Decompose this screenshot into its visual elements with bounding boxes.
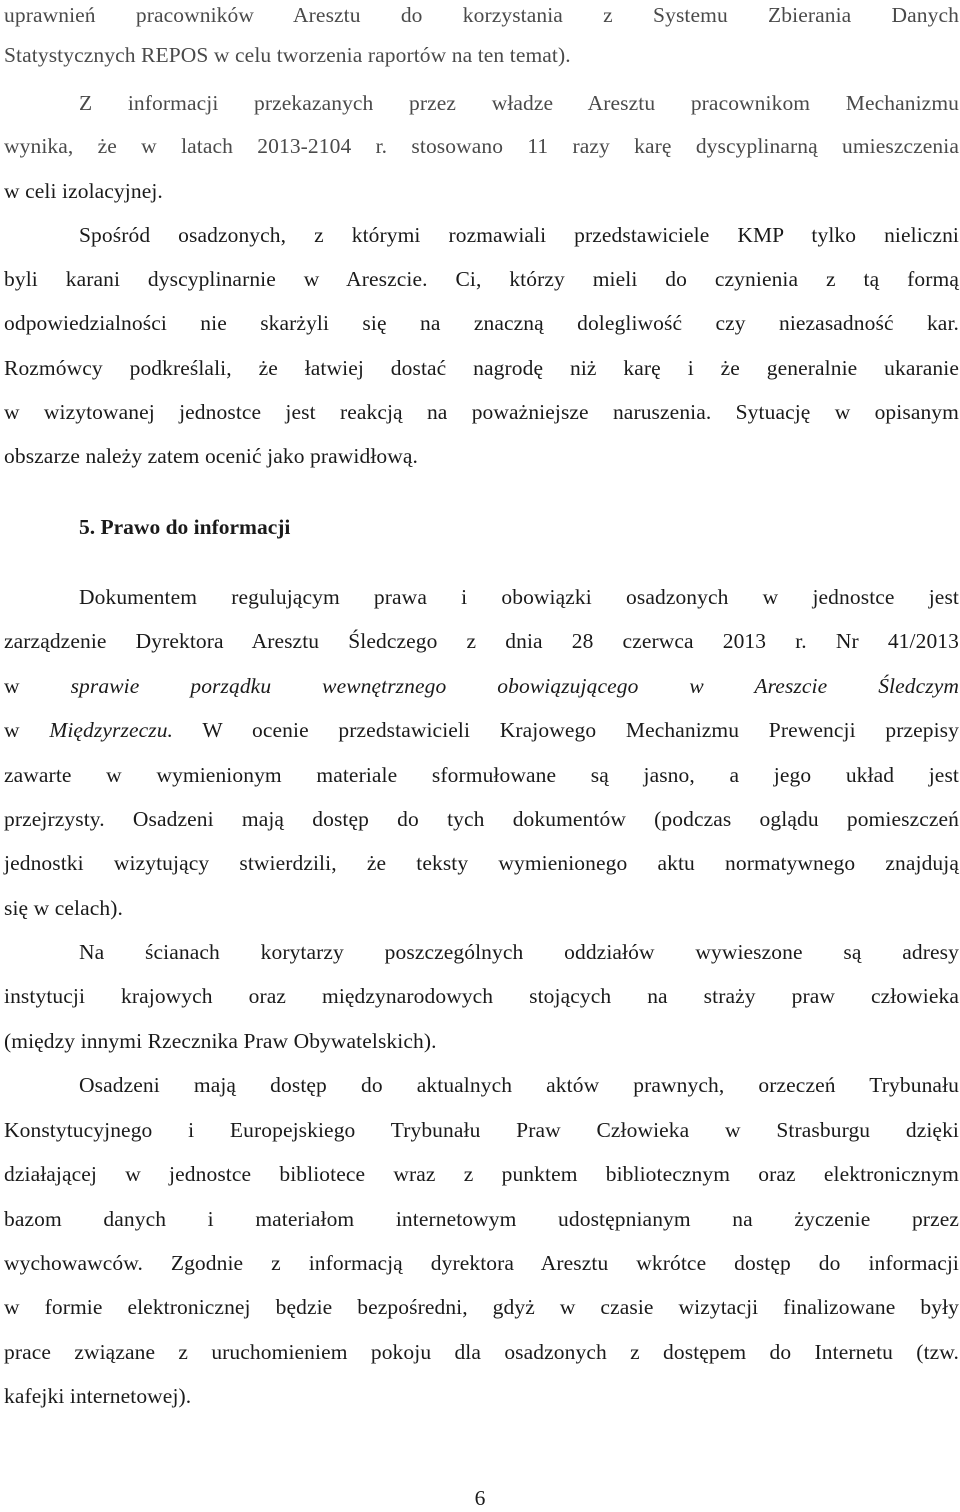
section-heading [79, 512, 290, 542]
text-line: prace związane z uruchomieniem pokoju dla osadzonych z dostępem do Internetu (tzw. [4, 1340, 959, 1364]
text-line: byli karani dyscyplinarnie w Areszcie. Ci, którzy mieli do czynienia z tą formą [4, 267, 959, 291]
text-line: wychowawców. Zgodnie z informacją dyrektora Aresztu wkrótce dostęp do informacji [4, 1251, 959, 1275]
text-line: Rozmówcy podkreślali, że łatwiej dostać nagrodę niż karę i że generalnie ukaranie [4, 356, 959, 380]
text-line: Spośród osadzonych, z którymi rozmawiali przedstawiciele KMP tylko nieliczni [79, 223, 959, 247]
text-line: obszarze należy zatem ocenić jako prawidłową. [4, 444, 418, 468]
text-fragment: w [4, 718, 50, 742]
text-line: przejrzysty. Osadzeni mają dostęp do tych dokumentów (podczas oglądu pomieszczeń [4, 807, 959, 831]
text-line-italic [4, 715, 959, 745]
text-line: Dokumentem regulującym prawa i obowiązki osadzonych w jednostce jest [79, 585, 959, 609]
text-fragment: w [4, 674, 71, 698]
text-line: wynika, że w latach 2013-2104 r. stosowano 11 razy karę dyscyplinarną umieszczenia [4, 134, 959, 158]
text-line: się w celach). [4, 896, 123, 920]
text-line: Statystycznych REPOS w celu tworzenia raportów na ten temat). [4, 43, 571, 67]
document-title-italic: Międzyrzeczu. [49, 718, 174, 742]
text-line: (między innymi Rzecznika Praw Obywatelskich). [4, 1029, 437, 1053]
text-line: uprawnień pracowników Aresztu do korzystania z Systemu Zbierania Danych [4, 3, 959, 27]
text-line: w wizytowanej jednostce jest reakcją na poważniejsze naruszenia. Sytuację w opisanym [4, 400, 959, 424]
text-line: Osadzeni mają dostęp do aktualnych aktów prawnych, orzeczeń Trybunału [79, 1073, 959, 1097]
page-number: 6 [474, 1486, 486, 1510]
text-line: kafejki internetowej). [4, 1384, 192, 1408]
text-line: Na ścianach korytarzy poszczególnych oddziałów wywieszone są adresy [79, 940, 959, 964]
document-title-italic: sprawie porządku wewnętrznego obowiązującego w Areszcie Śledczym [70, 674, 959, 698]
section-title: Prawo do informacji [100, 515, 291, 539]
text-line: zarządzenie Dyrektora Aresztu Śledczego z dnia 28 czerwca 2013 r. Nr 41/2013 [4, 629, 959, 653]
text-fragment: W ocenie przedstawicieli Krajowego Mechanizmu Prewencji przepisy [173, 718, 959, 742]
text-line: w celi izolacyjnej. [4, 179, 163, 203]
text-line: Konstytucyjnego i Europejskiego Trybunału Praw Człowieka w Strasburgu dzięki [4, 1118, 959, 1142]
text-line: instytucji krajowych oraz międzynarodowych stojących na straży praw człowieka [4, 984, 959, 1008]
text-line: jednostki wizytujący stwierdzili, że teksty wymienionego aktu normatywnego znajdują [4, 851, 959, 875]
section-number: 5. [79, 515, 96, 539]
text-line: w formie elektronicznej będzie bezpośredni, gdyż w czasie wizytacji finalizowane były [4, 1295, 959, 1319]
text-line: działającej w jednostce bibliotece wraz z punktem bibliotecznym oraz elektronicznym [4, 1162, 959, 1186]
text-line: Z informacji przekazanych przez władze Aresztu pracownikom Mechanizmu [79, 91, 959, 115]
text-line: odpowiedzialności nie skarżyli się na znaczną dolegliwość czy niezasadność kar. [4, 311, 959, 335]
text-line-italic [4, 671, 959, 701]
text-line: bazom danych i materiałom internetowym udostępnianym na życzenie przez [4, 1207, 959, 1231]
text-line: zawarte w wymienionym materiale sformułowane są jasno, a jego układ jest [4, 763, 959, 787]
